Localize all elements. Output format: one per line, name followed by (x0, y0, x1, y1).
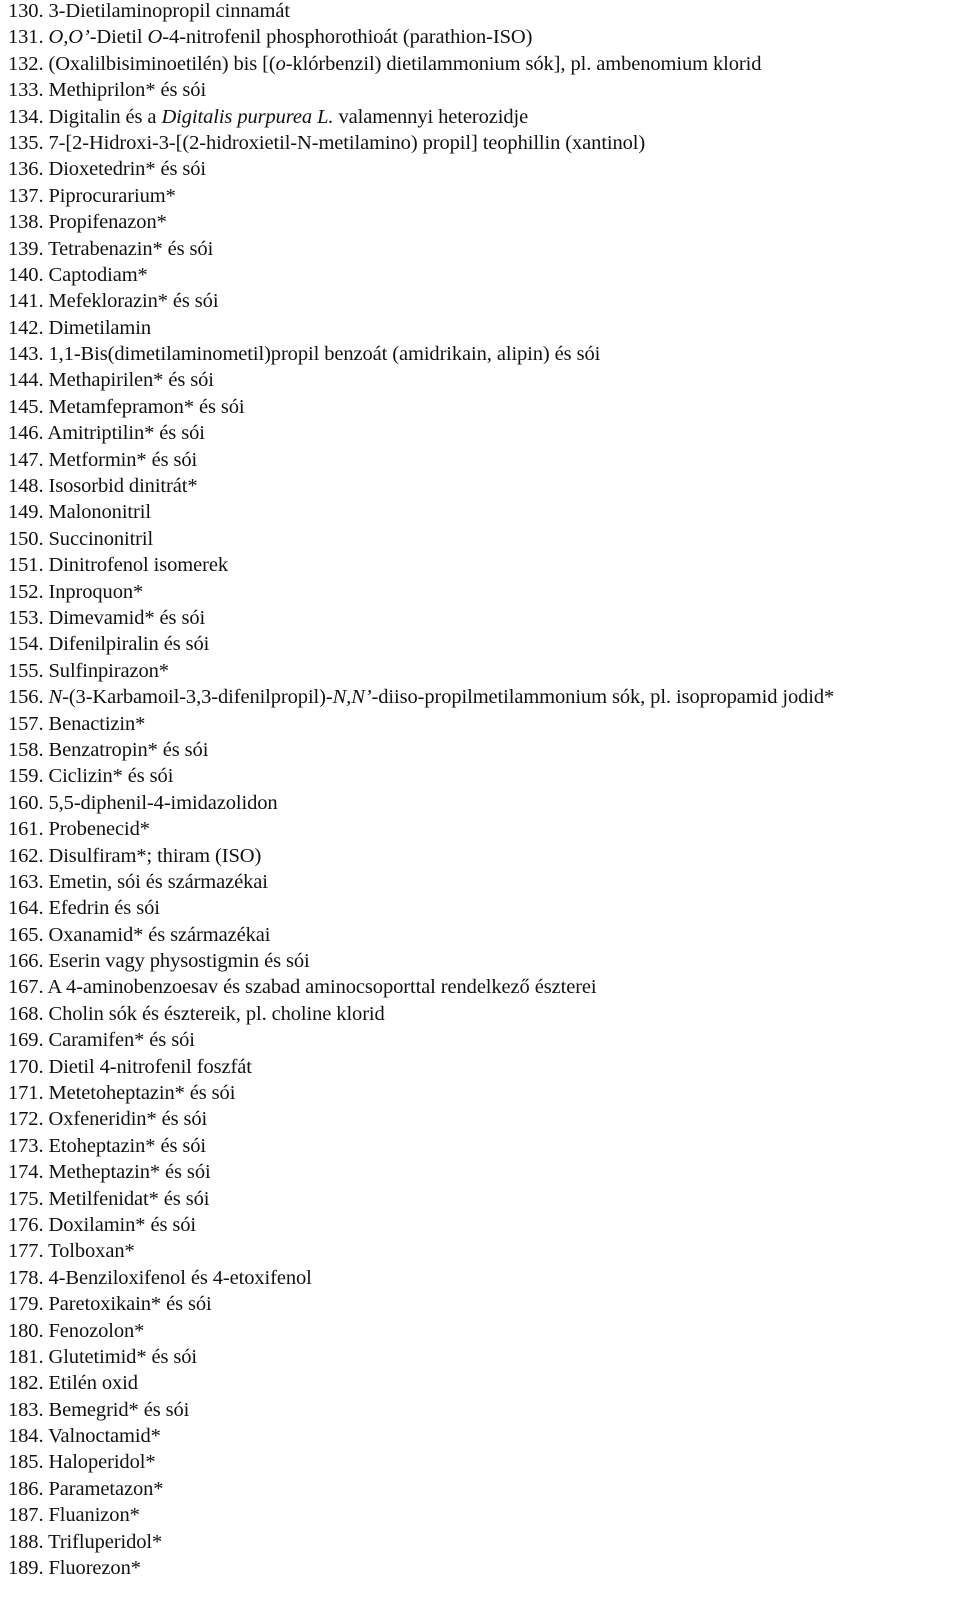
list-item-text: 148. Isosorbid dinitrát* (8, 475, 198, 498)
list-item (8, 367, 960, 393)
list-item-text: 162. Disulfiram*; thiram (ISO) (8, 844, 262, 867)
list-item (8, 1238, 960, 1264)
list-item-text: 154. Difenilpiralin és sói (8, 633, 210, 656)
list-item (8, 262, 960, 288)
list-item-text: 156. (8, 686, 49, 709)
list-item-italic-text: o (275, 52, 286, 75)
list-item-text: 133. Methiprilon* és sói (8, 79, 207, 102)
list-item-text: 157. Benactizin* (8, 712, 146, 735)
list-item-text: 178. 4-Benziloxifenol és 4-etoxifenol (8, 1266, 312, 1289)
list-item-text: 167. A 4-aminobenzoesav és szabad aminocsoporttal rendelkező észterei (8, 976, 597, 999)
list-item-italic-text: O,O’ (48, 26, 90, 49)
list-item-text: 145. Metamfepramon* és sói (8, 395, 245, 418)
list-item-text: 137. Piprocurarium* (8, 184, 176, 207)
list-item (8, 1370, 960, 1396)
list-item-text: 173. Etoheptazin* és sói (8, 1134, 207, 1157)
list-item-text: 170. Dietil 4-nitrofenil foszfát (8, 1055, 252, 1078)
list-item-text: 181. Glutetimid* és sói (8, 1345, 198, 1368)
list-item (8, 420, 960, 446)
list-item (8, 869, 960, 895)
list-item-text: 147. Metformin* és sói (8, 448, 198, 471)
list-item-text: 144. Methapirilen* és sói (8, 369, 214, 392)
list-item (8, 156, 960, 182)
list-item (8, 974, 960, 1000)
list-item-text: 188. Trifluperidol* (8, 1530, 163, 1553)
list-item-text: 158. Benzatropin* és sói (8, 738, 209, 761)
list-item-text: 131. (8, 26, 49, 49)
list-item (8, 209, 960, 235)
list-item-text: 159. Ciclizin* és sói (8, 765, 174, 788)
list-item-text: 176. Doxilamin* és sói (8, 1213, 196, 1236)
list-item-text: 138. Propifenazon* (8, 211, 167, 234)
list-item-text: 135. 7-[2-Hidroxi-3-[(2-hidroxietil-N-metilamino) propil] teophillin (xantinol) (8, 131, 646, 154)
list-item (8, 1133, 960, 1159)
list-item (8, 1054, 960, 1080)
list-item-text: 160. 5,5-diphenil-4-imidazolidon (8, 791, 278, 814)
list-item (8, 0, 960, 24)
list-item (8, 684, 960, 710)
list-item-italic-text: Digitalis purpurea L. (161, 105, 334, 128)
list-item-text: 182. Etilén oxid (8, 1372, 138, 1395)
list-item (8, 1397, 960, 1423)
list-item-text: -diiso-propilmetilammonium sók, pl. isopropamid jodid* (371, 686, 835, 709)
list-item-text: 139. Tetrabenazin* és sói (8, 237, 214, 260)
list-item (8, 1159, 960, 1185)
list-item (8, 473, 960, 499)
list-item (8, 658, 960, 684)
list-item-text: 179. Paretoxikain* és sói (8, 1293, 212, 1316)
list-item-text: 146. Amitriptilin* és sói (8, 422, 205, 445)
list-item-text: 150. Succinonitril (8, 527, 154, 550)
list-item-text: 155. Sulfinpirazon* (8, 659, 169, 682)
list-item (8, 77, 960, 103)
list-item-text: 184. Valnoctamid* (8, 1425, 161, 1448)
list-item (8, 1423, 960, 1449)
list-item-italic-text: N,N’ (332, 686, 372, 709)
list-item (8, 1265, 960, 1291)
list-item-text: 169. Caramifen* és sói (8, 1029, 195, 1052)
list-item (8, 1449, 960, 1475)
list-item (8, 816, 960, 842)
list-item-text: 185. Haloperidol* (8, 1451, 156, 1474)
list-item (8, 394, 960, 420)
list-item (8, 104, 960, 130)
list-item-text: -(3-Karbamoil-3,3-difenilpropil)- (62, 686, 333, 709)
list-item-text: 189. Fluorezon* (8, 1557, 141, 1580)
list-item-text: 177. Tolboxan* (8, 1240, 135, 1263)
list-item-text: 175. Metilfenidat* és sói (8, 1187, 210, 1210)
list-item-text: 142. Dimetilamin (8, 316, 152, 339)
list-item-text: 171. Metetoheptazin* és sói (8, 1082, 236, 1105)
list-item-text: 166. Eserin vagy physostigmin és sói (8, 950, 310, 973)
list-item (8, 790, 960, 816)
list-item (8, 526, 960, 552)
list-item-text: 143. 1,1-Bis(dimetilaminometil)propil benzoát (amidrikain, alipin) és sói (8, 343, 601, 366)
list-item (8, 948, 960, 974)
list-item (8, 1027, 960, 1053)
list-item (8, 51, 960, 77)
list-item (8, 579, 960, 605)
list-item (8, 341, 960, 367)
list-item (8, 288, 960, 314)
list-item (8, 1106, 960, 1132)
list-item (8, 552, 960, 578)
list-item (8, 1212, 960, 1238)
list-item-text: 165. Oxanamid* és származékai (8, 923, 271, 946)
list-item (8, 631, 960, 657)
list-item-text: -4-nitrofenil phosphorothioát (parathion-ISO) (162, 26, 533, 49)
list-item-text: valamennyi heterozidje (333, 105, 529, 128)
list-item-text: 161. Probenecid* (8, 818, 150, 841)
list-item-text: 183. Bemegrid* és sói (8, 1398, 190, 1421)
list-item-text: 164. Efedrin és sói (8, 897, 160, 920)
list-item (8, 24, 960, 50)
list-item (8, 447, 960, 473)
list-item (8, 1555, 960, 1581)
list-item (8, 130, 960, 156)
list-item (8, 711, 960, 737)
list-item-text: 172. Oxfeneridin* és sói (8, 1108, 208, 1131)
list-item (8, 499, 960, 525)
list-item-text: 134. Digitalin és a (8, 105, 162, 128)
list-item (8, 1476, 960, 1502)
list-item-text: 186. Parametazon* (8, 1477, 164, 1500)
list-item-text: 132. (Oxalilbisiminoetilén) bis [( (8, 52, 276, 75)
list-item-text: 151. Dinitrofenol isomerek (8, 554, 229, 577)
list-item (8, 1529, 960, 1555)
list-item (8, 1344, 960, 1370)
list-item (8, 763, 960, 789)
list-item-text: 130. 3-Dietilaminopropil cinnamát (8, 0, 290, 22)
list-item-text: 168. Cholin sók és észtereik, pl. choline klorid (8, 1002, 385, 1025)
list-item-italic-text: O (147, 26, 163, 49)
list-item-text: 153. Dimevamid* és sói (8, 606, 206, 629)
list-item (8, 1186, 960, 1212)
list-item (8, 183, 960, 209)
list-item (8, 1318, 960, 1344)
list-item (8, 1291, 960, 1317)
list-item (8, 895, 960, 921)
list-item-text: 180. Fenozolon* (8, 1319, 145, 1342)
list-item (8, 236, 960, 262)
list-item-text: 136. Dioxetedrin* és sói (8, 158, 207, 181)
list-item (8, 922, 960, 948)
list-item-text: 149. Malononitril (8, 501, 151, 524)
list-item-text: 187. Fluanizon* (8, 1504, 140, 1527)
list-item (8, 843, 960, 869)
list-item (8, 605, 960, 631)
list-item-text: 141. Mefeklorazin* és sói (8, 290, 219, 313)
list-item (8, 1080, 960, 1106)
list-item-text: 174. Metheptazin* és sói (8, 1161, 211, 1184)
list-item (8, 737, 960, 763)
list-item-text: 152. Inproquon* (8, 580, 144, 603)
list-item-text: -klórbenzil) dietilammonium sók], pl. ambenomium klorid (285, 52, 762, 75)
list-item (8, 1001, 960, 1027)
list-item-text: -Dietil (89, 26, 148, 49)
list-item-text: 140. Captodiam* (8, 263, 148, 286)
list-item (8, 1502, 960, 1528)
list-item-italic-text: N (48, 686, 63, 709)
list-item-text: 163. Emetin, sói és származékai (8, 870, 268, 893)
list-item (8, 315, 960, 341)
